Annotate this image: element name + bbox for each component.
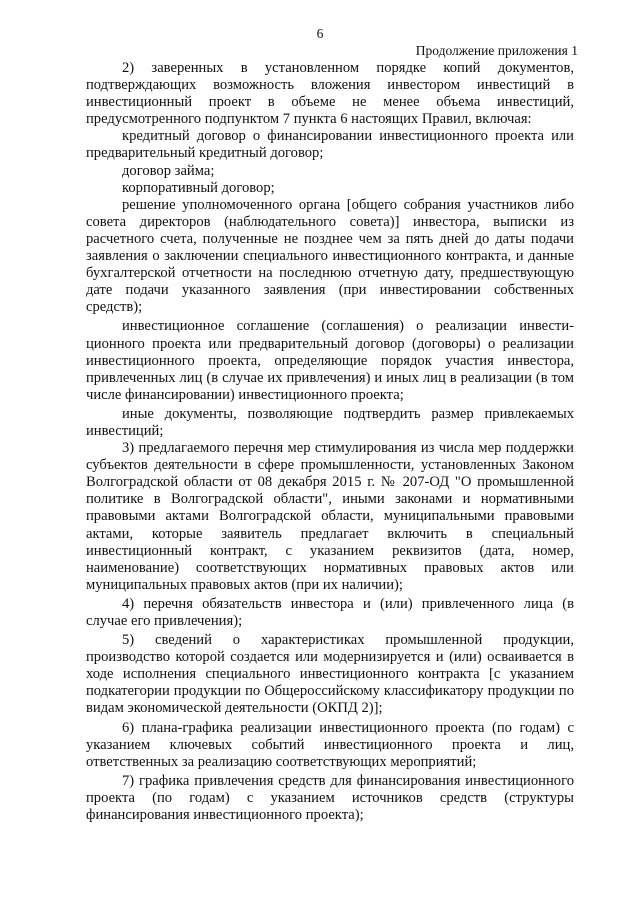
page-number: 6 bbox=[316, 26, 324, 41]
paragraph-other-documents: иные документы, позволяющие подтвердить размер привлекаемых инвестиций; bbox=[86, 405, 574, 439]
paragraph-item-5: 5) сведений о характеристиках промышленной продукции, производство которой создается или модернизируется и (или) осваивается в ходе исполнения специального инвестиционного контракта [с указанием подкатегории продукции по Общероссийскому классификатору продукции по видам экономической деятельности (ОКПД 2)]; bbox=[86, 632, 574, 717]
continuation-label: Продолжение приложения 1 bbox=[415, 43, 578, 58]
paragraph-item-6: 6) плана-графика реализации инвестиционного проекта (по годам) с указанием ключевых событий инвестиционного проекта и лиц, ответственных за реализацию соответствующих мероприятий; bbox=[86, 719, 574, 770]
paragraph-item-4: 4) перечня обязательств инвестора и (или) привлеченного лица (в случае его привлечения); bbox=[86, 595, 574, 629]
paragraph-item-3: 3) предлагаемого перечня мер стимулирования из числа мер поддержки субъектов деятельности в сфере промышленности, установленных Законом Волгоградской области от 08 декабря 2015 г. № 207-ОД "О промышленной политике в Волгоградской области", иными законами и нормативными правовыми актами Волгоградской области, муниципальными правовыми актами, которые заявитель предлагает включить в специальный инвестиционный контракт, с указанием реквизитов (дата, номер, наименование) соответствующих нормативных правовых актов или муниципальных правовых актов (при их наличии); bbox=[86, 440, 574, 593]
paragraph-corporate-agreement: корпоративный договор; bbox=[122, 179, 275, 196]
paragraph-investment-agreement: инвестиционное соглашение (соглашения) о реализации инвести-ционного проекта или предварительный договор (договоры) о реализации инвестиционного проекта, определяющие порядок участия инвестора, привлеченных лиц (в случае их привлечения) и иных лиц в реализации (в том числе финансировании) инвестиционного проекта; bbox=[86, 318, 574, 403]
document-body bbox=[86, 60, 574, 824]
paragraph-item-7: 7) графика привлечения средств для финансирования инвестиционного проекта (по годам) с указанием источников средств (структуры финансирования инвестиционного проекта); bbox=[86, 772, 574, 824]
paragraph-item-2: 2) заверенных в установленном порядке копий документов, подтверждающих возможность вложения инвестором инвестиций в инвестиционный проект в объеме не менее объема инвестиций, предусмотренного подпунктом 7 пункта 6 настоящих Правил, включая: bbox=[86, 60, 574, 128]
paragraph-loan-agreement: договор займа; bbox=[122, 162, 215, 179]
paragraph-authorized-body-decision: решение уполномоченного органа [общего собрания участников либо совета директоров (наблюдательного совета)] инвестора, выписки из расчетного счета, полученные не позднее чем за пять дней до даты подачи заявления о заключении специального инвестиционного контракта, и данные бухгалтерской отчетности на последнюю отчетную дату, предшествующую дате подачи указанного заявления (при инвестировании собственных средств); bbox=[86, 196, 574, 316]
paragraph-credit-agreement: кредитный договор о финансировании инвестиционного проекта или предварительный кредитный договор; bbox=[86, 128, 574, 162]
